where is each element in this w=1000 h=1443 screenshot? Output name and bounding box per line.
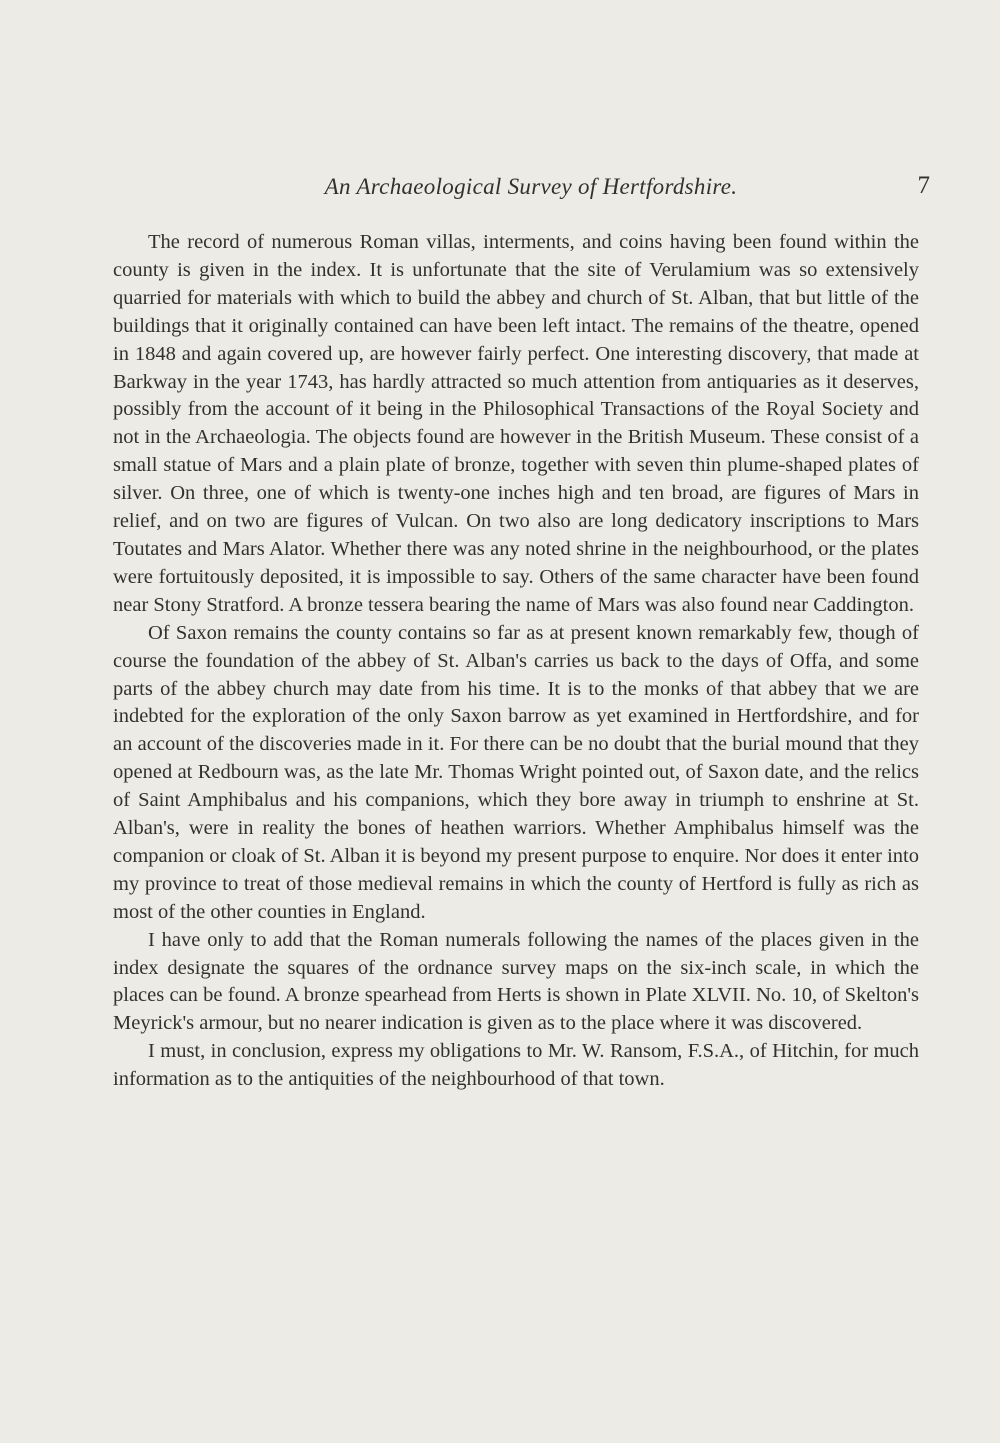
- paragraph-saxon-remains: Of Saxon remains the county contains so far as at present known remarkably few, though of course the foundation of the abbey of St. Alban's carries us back to the days of Offa, and some parts of the abbey church may date from his time. It is to the monks of that abbey that we are indebted for the exploration of the only Saxon barrow as yet examined in Hertfordshire, and for an account of the discoveries made in it. For there can be no doubt that the burial mound that they opened at Redbourn was, as the late Mr. Thomas Wright pointed out, of Saxon date, and the relics of Saint Amphibalus and his companions, which they bore away in triumph to enshrine at St. Alban's, were in reality the bones of heathen warriors. Whether Amphibalus himself was the companion or cloak of St. Alban it is beyond my present purpose to enquire. Nor does it enter into my province to treat of those medieval remains in which the county of Hertford is fully as rich as most of the other counties in England.: [113, 621, 919, 923]
- paragraph-roman-remains: The record of numerous Roman villas, interments, and coins having been found within the county is given in the index. It is unfortunate that the site of Verulamium was so extensively quarried for materials with which to build the abbey and church of St. Alban, that but little of the buildings that it originally contained can have been left intact. The remains of the theatre, opened in 1848 and again covered up, are however fairly perfect. One interesting discovery, that made at Barkway in the year 1743, has hardly attracted so much attention from antiquaries as it deserves, possibly from the account of it being in the Philosophical Transactions of the Royal Society and not in the Archaeologia. The objects found are however in the British Museum. These consist of a small statue of Mars and a plain plate of bronze, together with seven thin plume-shaped plates of silver. On three, one of which is twenty-one inches high and ten broad, are figures of Mars in relief, and on two are figures of Vulcan. On two also are long dedicatory inscriptions to Mars Toutates and Mars Alator. Whether there was any noted shrine in the neighbourhood, or the plates were fortuitously deposited, it is impossible to say. Others of the same character have been found near Stony Stratford. A bronze tessera bearing the name of Mars was also found near Caddington.: [113, 231, 919, 616]
- page-number: 7: [917, 172, 930, 199]
- running-title: An Archaeological Survey of Hertfordshire.: [324, 174, 738, 199]
- paragraph-roman-numerals: I have only to add that the Roman numerals following the names of the places given in the index designate the squares of the ordnance survey maps on the six-inch scale, in which the places can be found. A bronze spearhead from Herts is shown in Plate XLVII. No. 10, of Skelton's Meyrick's armour, but no nearer indication is given as to the place where it was discovered.: [113, 928, 919, 1035]
- body-text: [113, 229, 919, 1094]
- paragraph-acknowledgement: I must, in conclusion, express my obligations to Mr. W. Ransom, F.S.A., of Hitchin, for much information as to the antiquities of the neighbourhood of that town.: [113, 1040, 919, 1091]
- running-head: [108, 174, 932, 208]
